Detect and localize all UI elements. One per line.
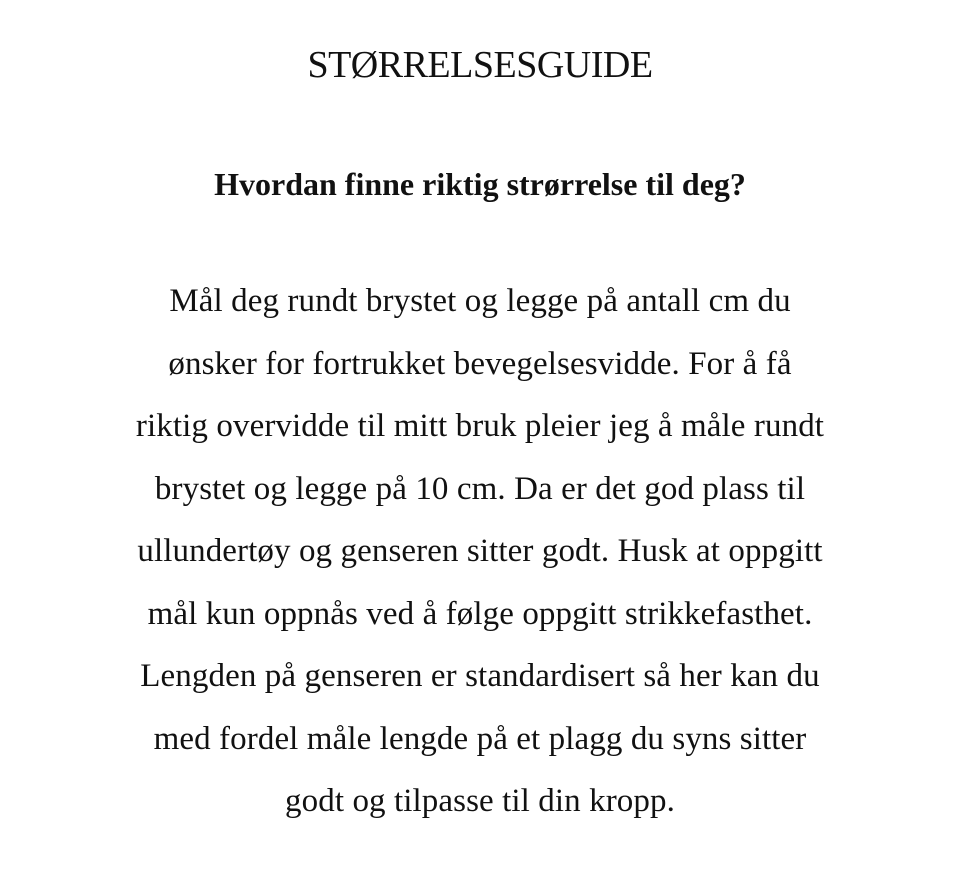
section-heading: Hvordan finne riktig strørrelse til deg? [214, 166, 746, 202]
paragraph-line: Mål deg rundt brystet og legge på antall cm du [169, 283, 791, 319]
paragraph-line: med fordel måle lengde på et plagg du syns sitter [153, 720, 807, 757]
paragraph-line: ønsker for fortrukket bevegelsesvidde. For å få [168, 345, 792, 382]
paragraph-line: mål kun oppnås ved å følge oppgitt strikkefasthet. [147, 595, 813, 632]
paragraph-line: godt og tilpasse til din kropp. [285, 783, 675, 819]
paragraph-line: Lengden på genseren er standardisert så her kan du [140, 658, 820, 694]
paragraph-line: brystet og legge på 10 cm. Da er det god plass til [154, 470, 806, 507]
paragraph-line: riktig overvidde til mitt bruk pleier jeg å måle rundt [135, 408, 825, 444]
guide-paragraph [40, 270, 920, 833]
paragraph-line: ullundertøy og genseren sitter godt. Husk at oppgitt [137, 533, 823, 569]
page-title: STØRRELSESGUIDE [307, 44, 653, 86]
